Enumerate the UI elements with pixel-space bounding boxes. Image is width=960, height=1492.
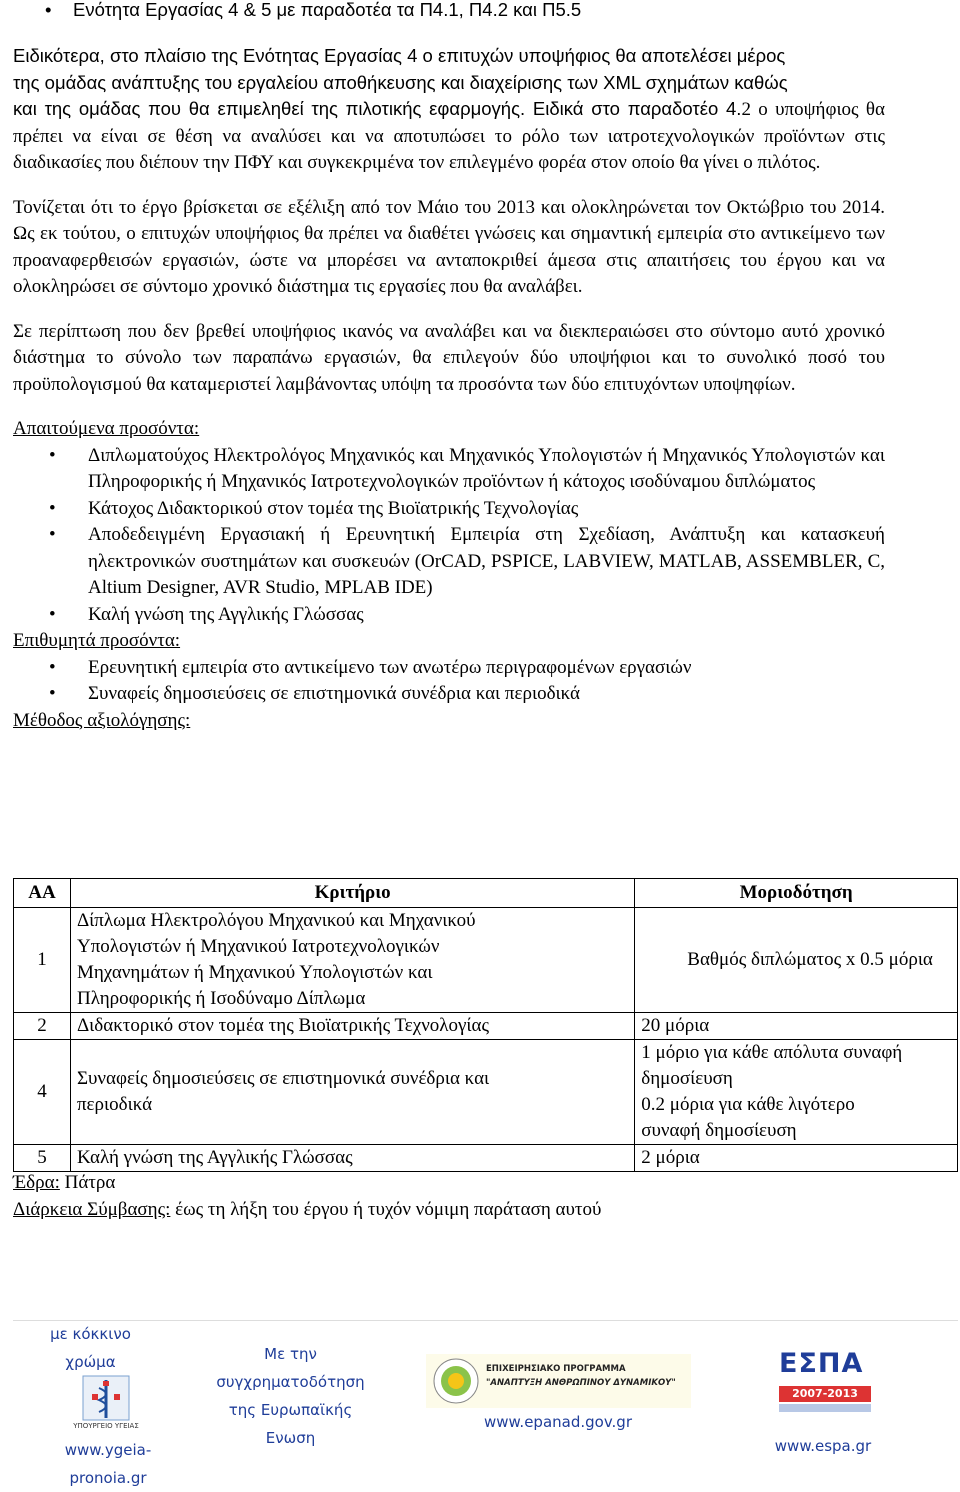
desired-list bbox=[13, 655, 885, 708]
header-score: Μοριοδότηση bbox=[635, 879, 958, 908]
top-bullet: • Ενότητα Εργασίας 4 & 5 με παραδοτέα τα Π4.1, Π4.2 και Π5.5 bbox=[13, 0, 885, 23]
required-heading: Απαιτούμενα προσόντα: bbox=[13, 418, 200, 439]
list-item: • Καλή γνώση της Αγγλικής Γλώσσας bbox=[13, 602, 885, 629]
bullet-icon: • bbox=[45, 0, 52, 20]
list-item: • Κάτοχος Διδακτορικού στον τομέα της Βιοϊατρικής Τεχνολογίας bbox=[13, 496, 885, 523]
bullet-icon: • bbox=[49, 656, 56, 678]
method-heading: Μέθοδος αξιολόγησης: bbox=[13, 709, 191, 731]
table-row: 2 Διδακτορικό στον τομέα της Βιοϊατρικής Τεχνολογίας 20 μόρια bbox=[14, 1013, 958, 1040]
paragraph-1: Ειδικότερα, στο πλαίσιο της Ενότητας Εργασίας 4 ο επιτυχών υποψήφιος θα αποτελέσει μέρος της ομάδας ανάπτυξης του εργαλείου αποθήκευσης και διαχείρισης των XML σχημάτων καθώς και της ομάδας που θα επιμεληθεί της πιλοτικής εφαρμογής. Ειδικά στο παραδοτέο 4.2 ο υποψήφιος θα πρέπει να είναι σε θέση να αναλύσει και να αποτυπώσει το ρόλο των ιατροτεχνολογικών προϊόντων στις διαδικασίες που διέπουν την ΠΦΥ και συγκεκριμένα τον επιλεγμένο φορέα στον οποίο θα γίνει ο πιλότος. bbox=[13, 45, 885, 173]
red-note: με κόκκινο χρώμα bbox=[50, 1325, 131, 1371]
seat-line: Έδρα: Πάτρα bbox=[13, 1172, 116, 1193]
header-criterion: Κριτήριο bbox=[70, 879, 634, 908]
epanad-logo: ΕΠΙΧΕΙΡΗΣΙΑΚΟ ΠΡΟΓΡΑΜΜΑ "ΑΝΑΠΤΥΞΗ ΑΝΘΡΩΠΙΝΟΥ ΔΥΝΑΜΙΚΟΥ" bbox=[426, 1354, 691, 1408]
paragraph-3: Σε περίπτωση που δεν βρεθεί υποψήφιος ικανός να αναλάβει και να διεκπεραιώσει στο σύντομο αυτό χρονικό διάστημα το σύνολο των παραπάνω εργασιών, θα επιλεγούν δύο υποψήφιοι και το συνολικό ποσό του προϋπολογισμού θα καταμεριστεί λαμβάνοντας υπόψη τα προσόντα των δύο επιτυχόντων υποψηφίων. bbox=[13, 320, 885, 395]
epanad-url: www.epanad.gov.gr bbox=[484, 1413, 632, 1431]
list-item: • Συναφείς δημοσιεύσεις σε επιστημονικά συνέδρια και περιοδικά bbox=[13, 681, 885, 708]
evaluation-table bbox=[13, 878, 958, 1172]
bullet-icon: • bbox=[49, 683, 56, 704]
bullet-icon: • bbox=[49, 444, 56, 466]
bullet-icon: • bbox=[49, 524, 56, 545]
paragraph-2: Τονίζεται ότι το έργο βρίσκεται σε εξέλιξη από τον Μάιο του 2013 και ολοκληρώνεται τον Οκτώβριο του 2014. Ως εκ τούτου, ο επιτυχών υποψήφιος θα πρέπει να διαθέτει γνώσεις και σημαντική εμπειρία στο αντικείμενο των προαναφερθεισών εργασιών, ώστε να μπορέσει να ανταποκριθεί άμεσα στις απαιτήσεις του έργου και να ολοκληρώσει σε σύντομο χρονικό διάστημα τις εργασίες που θα αναλάβει. bbox=[13, 196, 885, 297]
espa-url: www.espa.gr bbox=[774, 1437, 872, 1455]
duration-line: Διάρκεια Σύμβασης: έως τη λήξη του έργου ή τυχόν νόμιμη παράταση αυτού bbox=[13, 1199, 602, 1220]
ministry-url: www.ygeia- pronoia.gr bbox=[64, 1441, 152, 1487]
espa-logo: ΕΣΠΑ 2007-2013 bbox=[765, 1348, 883, 1420]
required-list bbox=[13, 443, 885, 629]
table-row: 4 Συναφείς δημοσιεύσεις σε επιστημονικά συνέδρια και περιοδικά 1 μόριο για κάθε απόλυτα συναφή δημοσίευση 0.2 μόρια για κάθε λιγότερο συναφή δημοσίευση bbox=[14, 1040, 958, 1145]
header-aa: ΑΑ bbox=[14, 879, 71, 908]
bullet-icon: • bbox=[49, 497, 56, 519]
list-item: • Διπλωματούχος Ηλεκτρολόγος Μηχανικός και Μηχανικός Υπολογιστών ή Μηχανικός Υπολογιστών και Πληροφορικής ή Μηχανικός Ιατροτεχνολογικών προϊόντων ή κάτοχος ισοδύναμου διπλώματος bbox=[49, 444, 885, 492]
footer-logos bbox=[13, 1320, 958, 1490]
desired-heading: Επιθυμητά προσόντα: bbox=[13, 630, 181, 651]
document-page bbox=[13, 0, 885, 734]
list-item: • Ερευνητική εμπειρία στο αντικείμενο των ανωτέρω περιγραφομένων εργασιών bbox=[13, 655, 885, 682]
epanad-emblem-icon bbox=[428, 1356, 484, 1406]
table-header-row bbox=[14, 879, 958, 908]
contract-info bbox=[13, 1169, 601, 1223]
table-row: 5 Καλή γνώση της Αγγλικής Γλώσσας 2 μόρια bbox=[14, 1145, 958, 1172]
table-row: 1 Δίπλωμα Ηλεκτρολόγου Μηχανικού και Μηχανικού Υπολογιστών ή Μηχανικού Ιατροτεχνολογικών Μηχανημάτων ή Μηχανικού Υπολογιστών και Πληροφορικής ή Ισοδύναμο Δίπλωμα Βαθμός διπλώματος x 0.5 μόρια bbox=[14, 908, 958, 1013]
ministry-logo: ΥΠΟΥΡΓΕΙΟ ΥΓΕΙΑΣ bbox=[61, 1374, 151, 1434]
bullet-icon: • bbox=[49, 603, 56, 625]
list-item: • Αποδεδειγμένη Εργασιακή ή Ερευνητική Εμπειρία στη Σχεδίαση, Ανάπτυξη και κατασκευή ηλεκτρονικών συστημάτων και συσκευών (OrCAD, PSPICE, LABVIEW, MATLAB, ASSEMBLER, C, Altium Designer, AVR Studio, MPLAB IDE) bbox=[49, 524, 885, 598]
eu-cofinancing: Με την συγχρηματοδότηση της Ευρωπαϊκής Ενωση bbox=[216, 1345, 365, 1447]
